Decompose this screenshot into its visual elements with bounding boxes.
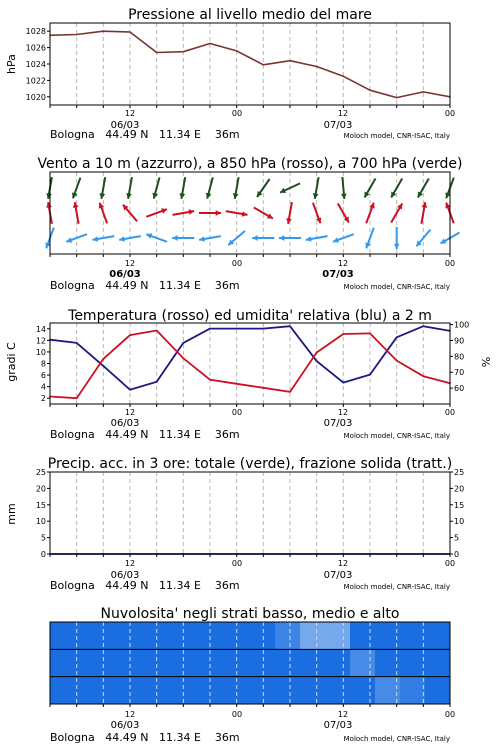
humidity-line-point — [76, 342, 78, 344]
cloud-cell — [250, 677, 276, 704]
cloud-cell — [200, 622, 226, 649]
cloud-cell — [75, 677, 101, 704]
temperature-ytick-label: 12 — [35, 336, 46, 346]
p2-date-2: 07/03 — [322, 269, 354, 280]
cloud-cell — [50, 622, 76, 649]
wind-arrow-700hPa — [313, 177, 319, 199]
cloud-cell — [125, 677, 151, 704]
wind-arrow-700hPa — [152, 177, 159, 198]
wind-arrow-850hPa — [313, 203, 321, 224]
p1-station: Bologna 44.49 N 11.34 E 36m — [50, 128, 240, 141]
wind-arrow-700hPa — [233, 177, 239, 199]
precipitation-right-ytick-label: 10 — [454, 517, 465, 527]
p5-station: Bologna 44.49 N 11.34 E 36m — [50, 731, 240, 744]
temperature-ytick-label: 2 — [40, 394, 46, 404]
wind-arrow-head — [341, 194, 347, 200]
cloud-cell — [175, 649, 201, 676]
humidity-line-point — [343, 382, 345, 384]
temperature-frame — [50, 323, 450, 404]
p4-tick-1: 12 — [124, 559, 136, 568]
wind-arrow-700hPa — [126, 177, 132, 199]
cloud-cell — [400, 649, 426, 676]
humidity-ytick-label: 70 — [454, 368, 465, 378]
p4-tick-2: 00 — [231, 559, 243, 568]
temperature-line-point — [76, 397, 78, 399]
cloud-cell — [150, 649, 176, 676]
wind-arrow-head — [172, 235, 177, 241]
p1-tick-1: 12 — [124, 109, 136, 118]
cloud-cell — [225, 649, 251, 676]
temperature-line-point — [369, 333, 371, 335]
temperature-ytick-label: 14 — [35, 324, 46, 334]
precipitation-ytick-label: 0 — [40, 550, 46, 559]
pressure-line — [50, 31, 450, 97]
p5-tick-3: 12 — [337, 710, 349, 719]
pressure-title: Pressione al livello medio del mare — [128, 7, 372, 23]
p5-tick-2: 00 — [231, 710, 243, 719]
cloud-cell — [325, 677, 351, 704]
cloud-title: Nuvolosita' negli strati basso, medio e alto — [100, 606, 400, 622]
p5-date-1: 06/03 — [110, 720, 140, 731]
pressure-line-point — [369, 89, 371, 91]
humidity-line-point — [156, 381, 158, 383]
wind-arrow-850hPa — [99, 203, 107, 224]
cloud-cell — [175, 622, 201, 649]
precipitation-right-ytick-label: 15 — [454, 500, 465, 510]
wind-arrow-700hPa — [280, 183, 300, 193]
humidity-line-point — [129, 389, 131, 391]
cloud-cell — [350, 649, 376, 676]
humidity-line-point — [103, 365, 105, 367]
precipitation-ytick-label: 15 — [35, 500, 46, 510]
wind-panel — [37, 156, 462, 292]
p3-tick-4: 00 — [444, 408, 456, 417]
precipitation-frame — [50, 472, 450, 554]
p1-model: Moloch model, CNR-ISAC, Italy — [343, 132, 450, 140]
pressure-ytick-label: 1028 — [25, 27, 46, 37]
cloud-cell — [275, 649, 301, 676]
p3-tick-2: 00 — [231, 408, 243, 417]
p3-tick-3: 12 — [337, 408, 349, 417]
cloud-cell — [275, 677, 301, 704]
temperature-line — [50, 331, 450, 399]
wind-arrow-700hPa — [206, 177, 213, 198]
pressure-line-point — [289, 60, 291, 62]
humidity-ytick-label: 60 — [454, 384, 465, 394]
p1-date-1: 06/03 — [110, 120, 140, 131]
precipitation-ytick-label: 10 — [35, 517, 46, 527]
p1-tick-3: 12 — [337, 109, 349, 118]
wind-arrow-700hPa — [341, 177, 347, 199]
p4-station: Bologna 44.49 N 11.34 E 36m — [50, 579, 240, 592]
cloud-cell — [125, 622, 151, 649]
cloud-cell — [200, 677, 226, 704]
pressure-line-point — [103, 30, 105, 32]
cloud-cell — [75, 622, 101, 649]
pressure-panel — [5, 7, 455, 141]
pressure-ytick-label: 1020 — [25, 92, 46, 102]
humidity-ytick-label: 100 — [454, 320, 470, 330]
wind-arrow-head — [252, 235, 257, 241]
pressure-line-point — [316, 66, 318, 68]
p4-date-1: 06/03 — [110, 570, 140, 581]
humidity-line-point — [209, 328, 211, 330]
p2-tick-4: 00 — [444, 259, 456, 268]
temperature-line-point — [423, 375, 425, 377]
p3-date-1: 06/03 — [110, 418, 140, 429]
temperature-ytick-label: 6 — [40, 371, 46, 381]
cloud-cell — [425, 622, 451, 649]
cloud-cell — [350, 677, 376, 704]
cloud-panel — [50, 606, 455, 744]
wind-arrow-850hPa — [73, 202, 79, 224]
p2-station: Bologna 44.49 N 11.34 E 36m — [50, 279, 240, 292]
cloud-cell — [425, 649, 451, 676]
humidity-line-point — [263, 328, 265, 330]
humidity-line-point — [236, 328, 238, 330]
cloud-cell — [125, 649, 151, 676]
humidity-ylabel: % — [480, 356, 493, 368]
cloud-cell — [225, 622, 251, 649]
precipitation-ytick-label: 25 — [35, 468, 46, 477]
wind-arrow-10m — [394, 227, 400, 249]
humidity-line-point — [396, 337, 398, 339]
temperature-ylabel: gradi C — [5, 342, 18, 382]
pressure-ytick-label: 1022 — [25, 76, 46, 86]
temperature-line-point — [183, 358, 185, 360]
wind-arrow-700hPa — [100, 177, 106, 199]
cloud-cell — [300, 677, 326, 704]
humidity-ytick-label: 90 — [454, 336, 465, 346]
pressure-line-point — [396, 97, 398, 99]
p3-model: Moloch model, CNR-ISAC, Italy — [343, 432, 450, 440]
precipitation-right-ytick-label: 5 — [454, 533, 460, 543]
wind-frame — [50, 172, 450, 254]
wind-arrow-850hPa — [391, 204, 402, 223]
cloud-cell — [50, 677, 76, 704]
temperature-line-point — [103, 358, 105, 360]
wind-arrow-850hPa — [286, 202, 292, 224]
precipitation-right-ytick-label: 0 — [454, 550, 460, 559]
p3-date-2: 07/03 — [323, 418, 353, 429]
cloud-cell — [350, 622, 376, 649]
p2-tick-1: 12 — [124, 259, 136, 268]
wind-arrow-700hPa — [180, 177, 186, 199]
humidity-line-point — [369, 374, 371, 376]
humidity-ytick-label: 80 — [454, 352, 465, 362]
temperature-line-point — [236, 383, 238, 385]
pressure-line-point — [236, 50, 238, 52]
precipitation-ylabel: mm — [5, 503, 18, 525]
p4-date-2: 07/03 — [323, 570, 353, 581]
cloud-cell — [175, 677, 201, 704]
cloud-cell — [400, 622, 426, 649]
precipitation-ytick-label: 5 — [40, 533, 46, 543]
precipitation-right-ytick-label: 25 — [454, 468, 465, 477]
humidity-line-point — [289, 325, 291, 327]
p2-tick-2: 00 — [231, 259, 243, 268]
p1-tick-4: 00 — [444, 109, 456, 118]
wind-arrow-850hPa — [366, 203, 375, 224]
p4-tick-3: 12 — [337, 559, 349, 568]
cloud-cell — [325, 622, 351, 649]
temperature-title: Temperatura (rosso) ed umidita' relativa (blu) a 2 m — [68, 308, 432, 324]
temperature-line-point — [289, 391, 291, 393]
p3-station: Bologna 44.49 N 11.34 E 36m — [50, 428, 240, 441]
pressure-line-point — [183, 51, 185, 53]
wind-arrow-10m — [146, 233, 167, 242]
pressure-line-point — [209, 43, 211, 45]
wind-arrow-700hPa — [46, 177, 52, 199]
cloud-cell — [325, 649, 351, 676]
p1-tick-2: 00 — [231, 109, 243, 118]
pressure-frame — [50, 23, 450, 105]
temperature-line-point — [263, 387, 265, 389]
cloud-cell — [275, 622, 301, 649]
pressure-line-point — [343, 76, 345, 78]
p1-date-2: 07/03 — [323, 120, 353, 131]
pressure-ylabel: hPa — [5, 54, 18, 74]
temperature-panel — [5, 308, 493, 441]
wind-title: Vento a 10 m (azzurro), a 850 hPa (rosso), a 700 hPa (verde) — [37, 156, 463, 172]
cloud-cell — [50, 649, 76, 676]
pressure-line-point — [129, 31, 131, 33]
wind-arrow-850hPa — [338, 204, 349, 223]
cloud-cell — [75, 649, 101, 676]
pressure-line-point — [156, 52, 158, 54]
cloud-cell — [225, 677, 251, 704]
cloud-cell — [300, 622, 326, 649]
cloud-cell — [250, 622, 276, 649]
p5-tick-1: 12 — [124, 710, 136, 719]
cloud-cell — [250, 649, 276, 676]
p4-tick-4: 00 — [444, 559, 456, 568]
pressure-ytick-label: 1024 — [25, 60, 46, 69]
precipitation-panel — [5, 456, 464, 592]
cloud-cell — [400, 677, 426, 704]
p5-model: Moloch model, CNR-ISAC, Italy — [343, 735, 450, 743]
p5-tick-4: 00 — [444, 710, 456, 719]
wind-arrow-head — [216, 210, 221, 216]
wind-arrow-head — [279, 235, 284, 241]
cloud-cell — [200, 649, 226, 676]
humidity-line-point — [316, 360, 318, 362]
temperature-ytick-label: 4 — [40, 382, 46, 392]
temperature-line-point — [209, 379, 211, 381]
precipitation-title: Precip. acc. in 3 ore: totale (verde), frazione solida (tratt.) — [47, 456, 453, 472]
precipitation-right-ytick-label: 20 — [454, 484, 465, 494]
wind-arrow-850hPa — [421, 202, 427, 224]
cloud-cell — [150, 622, 176, 649]
humidity-line — [50, 326, 450, 390]
pressure-line-point — [76, 34, 78, 36]
cloud-cell — [300, 649, 326, 676]
cloud-cell — [425, 677, 451, 704]
wind-arrow-head — [394, 244, 400, 249]
pressure-line-point — [423, 91, 425, 93]
temperature-line-point — [129, 334, 131, 336]
temperature-line-point — [343, 333, 345, 335]
pressure-ytick-label: 1026 — [25, 43, 46, 53]
p3-tick-1: 12 — [124, 408, 136, 417]
temperature-line-point — [396, 360, 398, 362]
p2-date-1: 06/03 — [109, 269, 141, 280]
wind-arrow-850hPa — [46, 202, 52, 224]
p4-model: Moloch model, CNR-ISAC, Italy — [343, 583, 450, 591]
pressure-line-point — [263, 64, 265, 66]
p2-tick-3: 12 — [337, 259, 349, 268]
temperature-ytick-label: 10 — [35, 347, 46, 357]
humidity-line-point — [183, 342, 185, 344]
temperature-ytick-label: 8 — [40, 359, 46, 369]
humidity-line-point — [423, 325, 425, 327]
cloud-cell — [150, 677, 176, 704]
p5-date-2: 07/03 — [323, 720, 353, 731]
p2-model: Moloch model, CNR-ISAC, Italy — [343, 283, 450, 291]
precipitation-ytick-label: 20 — [35, 484, 46, 494]
temperature-line-point — [156, 330, 158, 332]
temperature-line-point — [316, 352, 318, 354]
